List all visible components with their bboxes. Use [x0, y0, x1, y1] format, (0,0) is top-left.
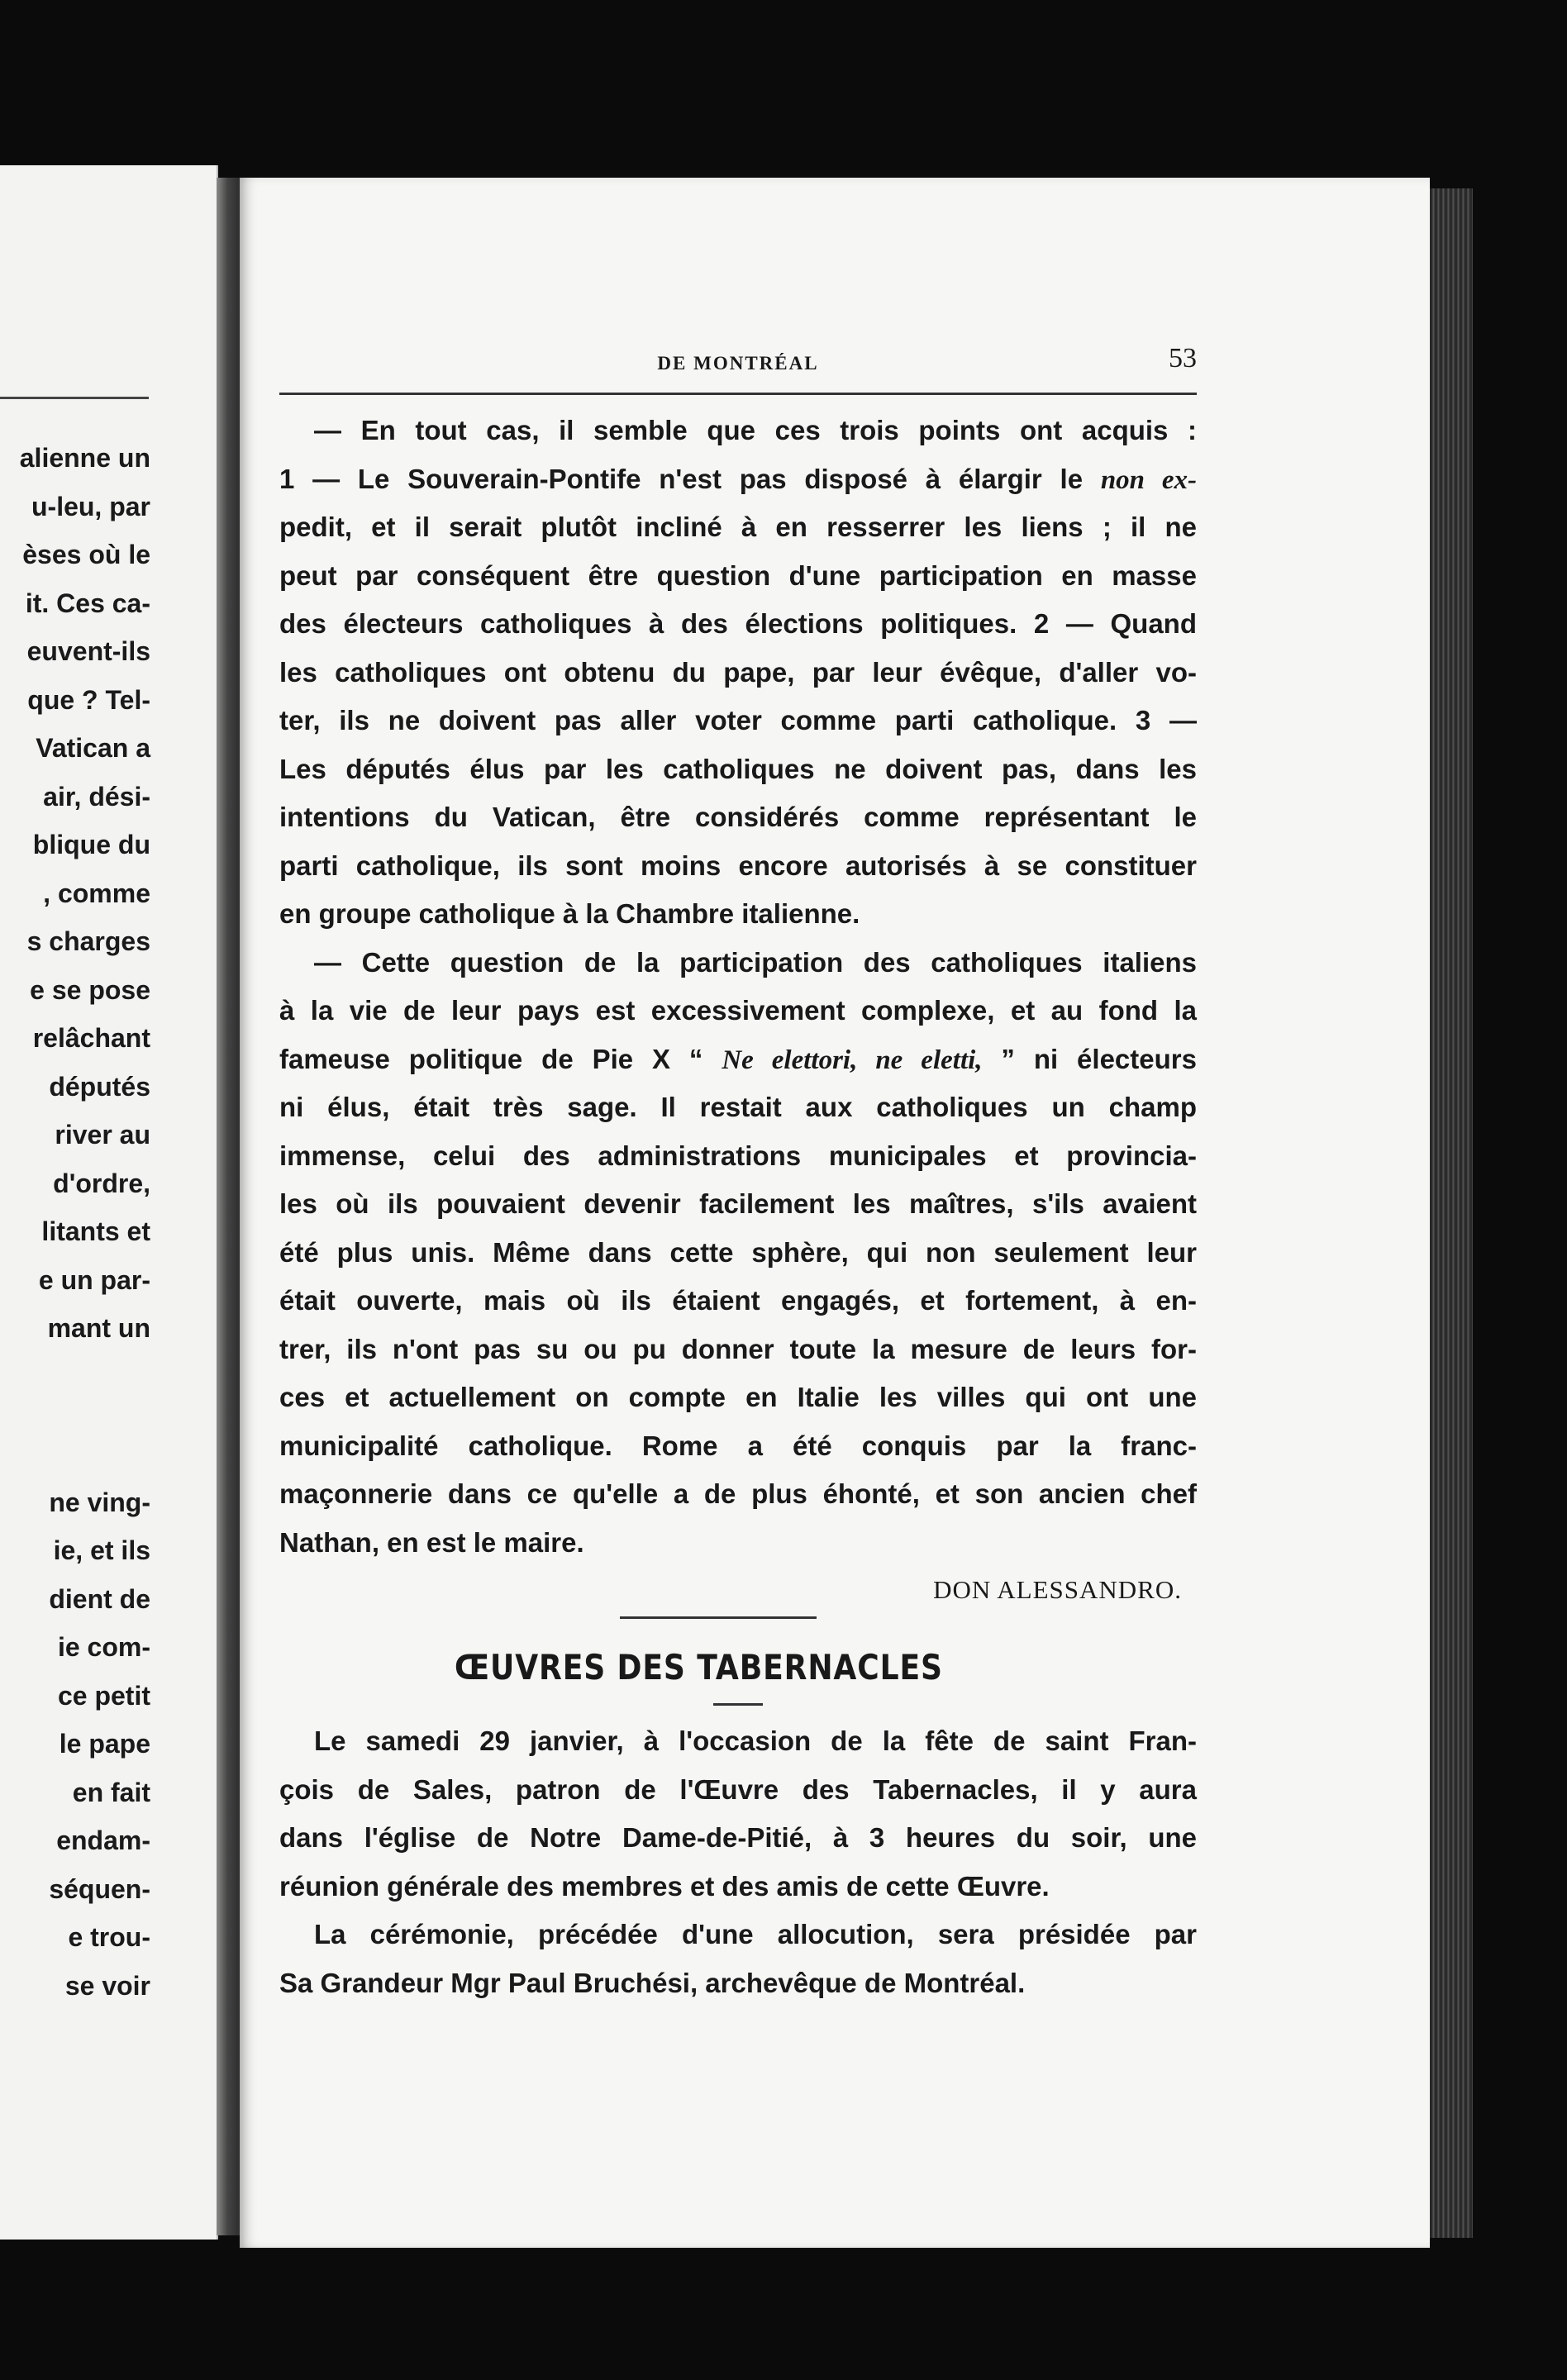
- text-line: [279, 1035, 1197, 1084]
- left-line: en fait: [72, 1777, 150, 1807]
- text-line: parti catholique, ils sont moins encore autorisés à se constituer: [279, 850, 1197, 881]
- left-line: e un par-: [38, 1264, 150, 1295]
- italic-quote: Ne elettori, ne eletti,: [722, 1045, 983, 1075]
- text-line: réunion générale des membres et des amis de cette Œuvre.: [279, 1870, 1050, 1902]
- left-line: èses où le: [22, 540, 150, 569]
- left-line: relâchant: [32, 1023, 150, 1053]
- left-line: blique du: [32, 830, 150, 859]
- paragraph-ceremony: [279, 1911, 1197, 2007]
- text-line: immense, celui des administrations municipales et provincia-: [279, 1140, 1197, 1171]
- page-number: 53: [1169, 343, 1197, 374]
- left-page-text: [0, 434, 150, 2010]
- text-line: des électeurs catholiques à des élections politiques. 2 — Quand: [279, 608, 1197, 639]
- page-block-edge: [1430, 188, 1473, 2238]
- section-divider: [620, 1616, 817, 1619]
- left-line: ie, et ils: [53, 1535, 150, 1565]
- text-line: Nathan, en est le maire.: [279, 1526, 584, 1558]
- text-line: [279, 455, 1197, 504]
- left-line: le pape: [59, 1729, 150, 1759]
- left-page-rule: [0, 397, 149, 399]
- text-line: ter, ils ne doivent pas aller voter comme parti catholique. 3 —: [279, 705, 1197, 735]
- left-line: u-leu, par: [31, 491, 150, 521]
- left-line: it. Ces ca-: [25, 588, 150, 618]
- title-underline: [713, 1703, 763, 1706]
- text-line: ni élus, était très sage. Il restait aux catholiques un champ: [279, 1092, 1197, 1122]
- paragraph-complexity: [279, 939, 1197, 1568]
- text-line: municipalité catholique. Rome a été conquis par la franc-: [279, 1430, 1197, 1461]
- text-line: — Cette question de la participation des catholiques italiens: [314, 946, 1197, 978]
- left-line: que ? Tel-: [27, 684, 150, 715]
- text-line: Les députés élus par les catholiques ne doivent pas, dans les: [279, 753, 1197, 784]
- text-fragment: fameuse politique de Pie X “: [279, 1043, 722, 1074]
- left-line: e se pose: [30, 974, 150, 1005]
- left-line: euvent-ils: [26, 636, 150, 666]
- left-line: , comme: [43, 878, 150, 908]
- paragraph-participation: [279, 407, 1197, 939]
- text-line: été plus unis. Même dans cette sphère, qui non seulement leur: [279, 1236, 1197, 1268]
- left-line: e trou-: [68, 1922, 150, 1952]
- left-line: dient de: [49, 1583, 150, 1614]
- left-line: d'ordre,: [53, 1168, 150, 1198]
- text-line: La cérémonie, précédée d'une allocution, sera présidée par: [314, 1919, 1197, 1949]
- text-line: les où ils pouvaient devenir facilement les maîtres, s'ils avaient: [279, 1188, 1197, 1219]
- left-line: ce petit: [57, 1680, 150, 1711]
- right-page: [240, 178, 1430, 2248]
- text-line: en groupe catholique à la Chambre italienne.: [279, 898, 860, 929]
- text-fragment: 1 — Le Souverain-Pontife n'est pas disposé à élargir le: [279, 463, 1101, 494]
- left-line: alienne un: [19, 443, 150, 473]
- text-line: maçonnerie dans ce qu'elle a de plus éhonté, et son ancien chef: [279, 1478, 1197, 1509]
- text-line: à la vie de leur pays est excessivement complexe, et au fond la: [279, 995, 1197, 1026]
- page-header: [279, 343, 1197, 395]
- left-line: endam-: [56, 1825, 150, 1855]
- left-line: s charges: [26, 926, 150, 956]
- text-line: les catholiques ont obtenu du pape, par leur évêque, d'aller vo-: [279, 656, 1197, 688]
- left-line: séquen-: [49, 1873, 150, 1904]
- left-line: députés: [49, 1071, 150, 1102]
- text-line: Sa Grandeur Mgr Paul Bruchési, archevêque de Montréal.: [279, 1967, 1026, 1998]
- text-line: dans l'église de Notre Dame-de-Pitié, à 3 heures du soir, une: [279, 1822, 1197, 1853]
- paragraph-announcement: [279, 1717, 1197, 1911]
- left-line: ne ving-: [49, 1487, 150, 1517]
- text-line: çois de Sales, patron de l'Œuvre des Tabernacles, il y aura: [279, 1773, 1197, 1805]
- left-line: se voir: [64, 1970, 150, 2001]
- section-title: ŒUVRES DES TABERNACLES: [455, 1647, 943, 1687]
- left-gap: [0, 1353, 150, 1478]
- text-line: trer, ils n'ont pas su ou pu donner toute la mesure de leurs for-: [279, 1333, 1197, 1364]
- text-line: pedit, et il serait plutôt incliné à en resserrer les liens ; il ne: [279, 512, 1197, 542]
- text-line: peut par conséquent être question d'une participation en masse: [279, 559, 1197, 591]
- text-fragment: ” ni électeurs: [982, 1043, 1197, 1074]
- text-line: ces et actuellement on compte en Italie les villes qui ont une: [279, 1382, 1197, 1412]
- left-line: Vatican a: [36, 733, 150, 763]
- running-head: DE MONTRÉAL: [657, 353, 819, 374]
- text-line: Le samedi 29 janvier, à l'occasion de la fête de saint Fran-: [314, 1726, 1197, 1756]
- left-line: mant un: [47, 1313, 150, 1343]
- left-line: river au: [55, 1120, 150, 1150]
- left-facing-page: [0, 165, 218, 2240]
- left-line: air, dési-: [43, 781, 150, 812]
- text-line: — En tout cas, il semble que ces trois points ont acquis :: [314, 415, 1197, 445]
- signature: DON ALESSANDRO.: [933, 1575, 1182, 1604]
- left-line: ie com-: [57, 1632, 150, 1662]
- text-line: était ouverte, mais où ils étaient engagés, et fortement, à en-: [279, 1285, 1197, 1316]
- italic-fragment: non ex-: [1100, 464, 1197, 495]
- page-content: [279, 343, 1197, 2007]
- left-line: litants et: [41, 1216, 150, 1246]
- text-line: intentions du Vatican, être considérés comme représentant le: [279, 802, 1197, 832]
